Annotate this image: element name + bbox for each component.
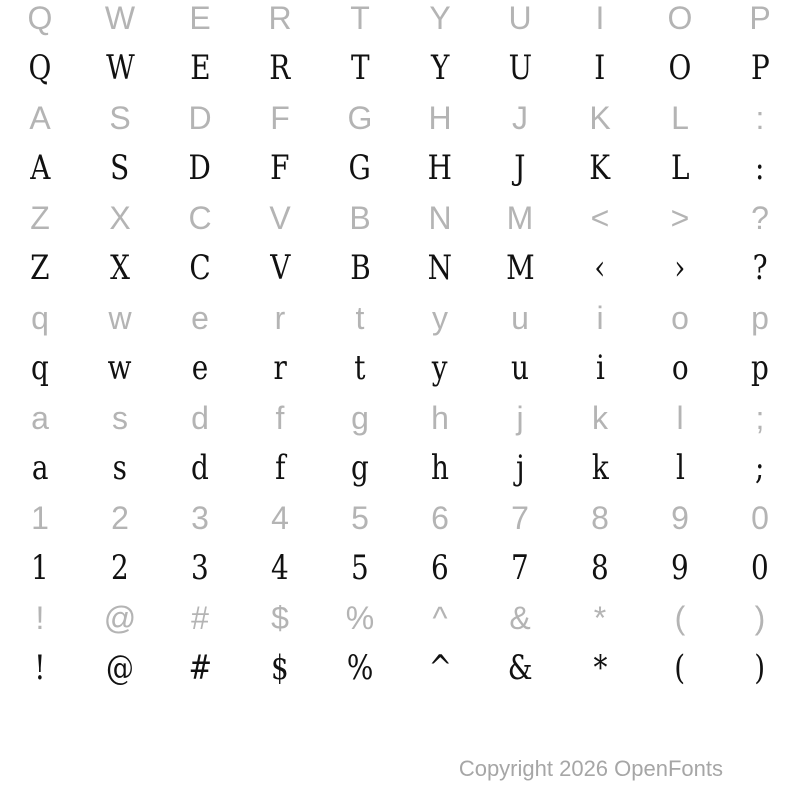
row-glyphs (0, 436, 800, 500)
key-label: X (109, 200, 131, 236)
key-label: 6 (431, 500, 449, 536)
key-row-pair (0, 300, 800, 400)
glyph: q (31, 348, 49, 388)
row-glyphs (0, 36, 800, 100)
glyph: T (350, 48, 370, 88)
key-label: j (516, 400, 524, 436)
key-row-pair (0, 200, 800, 300)
key-label: K (589, 100, 611, 136)
glyph: r (273, 348, 287, 388)
glyph: R (269, 48, 291, 88)
glyph: 3 (191, 548, 209, 588)
row-keys (0, 500, 800, 536)
glyph: N (427, 248, 453, 288)
key-label: ! (35, 600, 45, 636)
glyph: C (189, 248, 211, 288)
key-label: ^ (432, 600, 448, 636)
glyph: l (675, 448, 685, 488)
row-keys (0, 100, 800, 136)
row-glyphs (0, 136, 800, 200)
glyph: O (668, 48, 692, 88)
glyph: 9 (671, 548, 689, 588)
glyph: K (589, 148, 611, 188)
glyph: o (671, 348, 689, 388)
key-label: g (351, 400, 369, 436)
row-keys (0, 400, 800, 436)
key-label: V (269, 200, 291, 236)
key-label: 2 (111, 500, 129, 536)
glyph: h (431, 448, 449, 488)
key-label: o (671, 300, 689, 336)
key-label: < (590, 200, 610, 236)
glyph: : (755, 148, 765, 188)
key-row-pair (0, 500, 800, 600)
key-label: y (432, 300, 448, 336)
key-label: p (751, 300, 769, 336)
key-label: O (667, 0, 693, 36)
key-label: r (274, 300, 286, 336)
glyph: 6 (431, 548, 449, 588)
key-label: l (676, 400, 684, 436)
key-label: C (188, 200, 212, 236)
key-label: W (104, 0, 136, 36)
row-glyphs (0, 336, 800, 400)
key-label: 4 (271, 500, 289, 536)
key-label: @ (103, 600, 137, 636)
key-label: L (671, 100, 689, 136)
glyph: H (427, 148, 453, 188)
key-label: S (109, 100, 131, 136)
key-label: J (512, 100, 528, 136)
glyph: G (348, 148, 372, 188)
key-label: N (428, 200, 452, 236)
key-label: * (593, 600, 607, 636)
glyph: 1 (31, 548, 49, 588)
key-label: P (749, 0, 771, 36)
key-label: 7 (511, 500, 529, 536)
glyph: ! (34, 648, 46, 688)
key-label: 3 (191, 500, 209, 536)
row-glyphs (0, 536, 800, 600)
key-label: ; (755, 400, 765, 436)
glyph: F (270, 148, 290, 188)
copyright-text: Copyright 2026 OpenFonts (458, 756, 723, 781)
glyph: 7 (511, 548, 529, 588)
key-label: & (509, 600, 531, 636)
key-label: % (345, 600, 375, 636)
glyph: ; (755, 448, 765, 488)
key-label: t (355, 300, 365, 336)
key-label: F (270, 100, 290, 136)
glyph: % (346, 648, 374, 688)
glyph: S (110, 148, 130, 188)
key-label: f (275, 400, 285, 436)
key-label: 9 (671, 500, 689, 536)
glyph: U (508, 48, 532, 88)
key-label: G (347, 100, 373, 136)
key-label: s (112, 400, 128, 436)
glyph: g (351, 448, 369, 488)
key-label: R (268, 0, 292, 36)
key-label: > (670, 200, 690, 236)
glyph: D (188, 148, 212, 188)
glyph: w (108, 348, 132, 388)
key-label: $ (271, 600, 289, 636)
key-label: Y (429, 0, 451, 36)
row-keys (0, 0, 800, 36)
glyph: @ (106, 648, 134, 688)
key-label: k (592, 400, 608, 436)
key-label: ) (754, 600, 766, 636)
key-row-pair (0, 0, 800, 100)
key-label: q (31, 300, 49, 336)
glyph: ‹ (594, 248, 606, 288)
key-row-pair (0, 100, 800, 200)
row-keys (0, 600, 800, 636)
glyph: # (188, 648, 212, 688)
key-label: d (191, 400, 209, 436)
key-row-pair (0, 600, 800, 700)
glyph: e (191, 348, 209, 388)
glyph: P (750, 48, 770, 88)
key-label: u (511, 300, 529, 336)
key-label: 0 (751, 500, 769, 536)
glyph: ) (754, 648, 766, 688)
key-label: T (350, 0, 370, 36)
glyph: ^ (428, 648, 452, 688)
key-label: ( (674, 600, 686, 636)
glyph: ? (752, 248, 768, 288)
glyph: & (507, 648, 533, 688)
key-label: h (431, 400, 449, 436)
glyph: * (593, 648, 607, 688)
row-keys (0, 200, 800, 236)
glyph: p (751, 348, 769, 388)
key-label: B (349, 200, 371, 236)
glyph: a (31, 448, 49, 488)
key-label: Z (30, 200, 50, 236)
glyph: 4 (271, 548, 289, 588)
glyph: 5 (351, 548, 369, 588)
glyph: 0 (751, 548, 769, 588)
row-glyphs (0, 636, 800, 700)
glyph: f (274, 448, 286, 488)
row-glyphs (0, 236, 800, 300)
glyph: $ (271, 648, 289, 688)
key-label: 8 (591, 500, 609, 536)
key-label: M (506, 200, 534, 236)
key-label: Q (27, 0, 53, 36)
glyph: s (112, 448, 128, 488)
glyph: I (594, 48, 606, 88)
key-label: # (191, 600, 209, 636)
key-label: a (31, 400, 49, 436)
key-label: I (595, 0, 605, 36)
glyph: k (591, 448, 609, 488)
key-label: 5 (351, 500, 369, 536)
glyph: 8 (591, 548, 609, 588)
glyph: y (432, 348, 448, 388)
glyph: t (354, 348, 366, 388)
glyph: d (191, 448, 209, 488)
glyph: Q (28, 48, 52, 88)
glyph: E (189, 48, 211, 88)
glyph: W (105, 48, 135, 88)
glyph: 2 (111, 548, 129, 588)
glyph: u (511, 348, 529, 388)
key-label: E (189, 0, 211, 36)
key-label: i (596, 300, 604, 336)
key-label: : (755, 100, 765, 136)
glyph: i (595, 348, 605, 388)
key-label: 1 (31, 500, 49, 536)
glyph: V (269, 248, 291, 288)
glyph: ( (674, 648, 686, 688)
row-keys (0, 300, 800, 336)
key-label: H (428, 100, 452, 136)
glyph: › (674, 248, 686, 288)
key-row-pair (0, 400, 800, 500)
key-label: w (108, 300, 132, 336)
key-label: D (188, 100, 212, 136)
glyph: j (515, 448, 525, 488)
key-label: A (29, 100, 51, 136)
glyph: A (29, 148, 51, 188)
glyph: J (514, 148, 526, 188)
key-label: ? (751, 200, 769, 236)
glyph: X (110, 248, 130, 288)
glyph: Y (430, 48, 450, 88)
key-label: U (508, 0, 532, 36)
glyph: B (349, 248, 371, 288)
key-label: e (191, 300, 209, 336)
glyph: L (670, 148, 690, 188)
glyph: M (505, 248, 535, 288)
glyph: Z (30, 248, 50, 288)
